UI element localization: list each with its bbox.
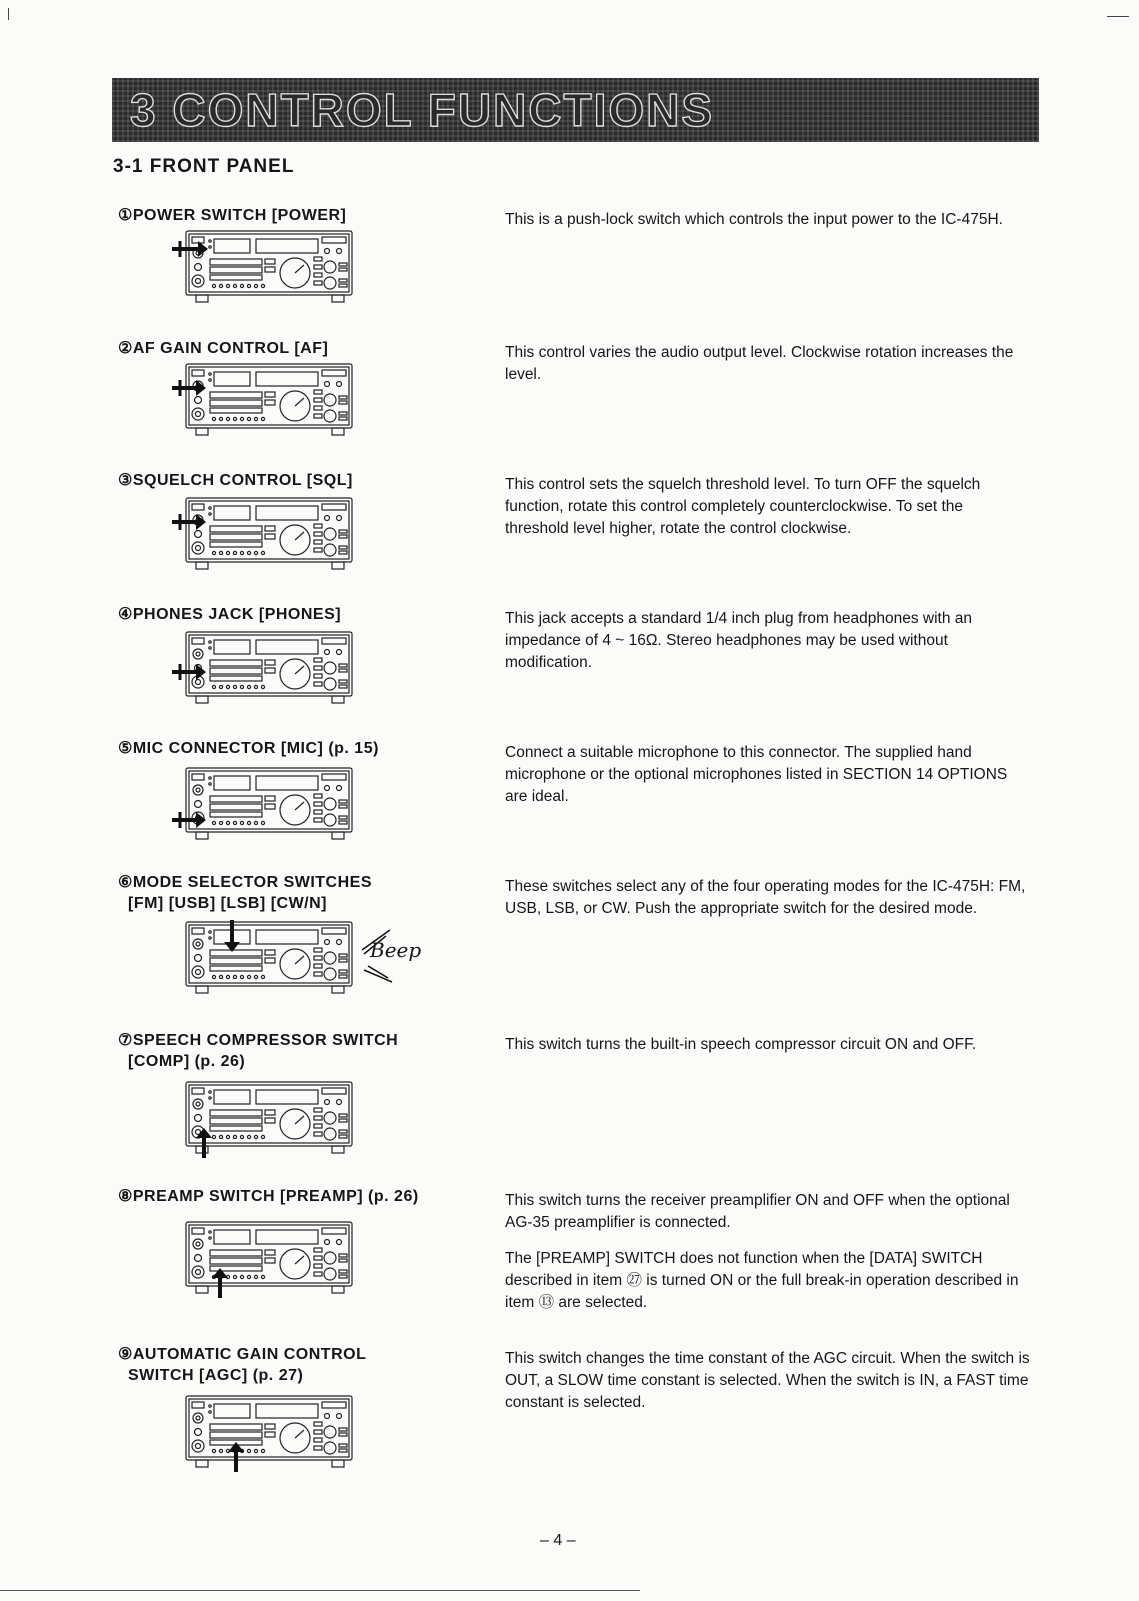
item-label-sub: SWITCH [AGC] (p. 27) — [128, 1367, 304, 1384]
footer-rule — [0, 1590, 640, 1591]
item-label-text: ⑥MODE SELECTOR SWITCHES — [118, 874, 373, 891]
radio-front-panel-icon — [170, 1218, 360, 1300]
item-description — [505, 209, 1030, 245]
page-number: – 4 – — [540, 1532, 576, 1549]
item-label-text: ③SQUELCH CONTROL [SQL] — [118, 472, 353, 489]
item-description — [505, 1190, 1030, 1328]
item-label-text: ②AF GAIN CONTROL [AF] — [118, 340, 329, 357]
item-label — [118, 338, 328, 359]
item-description — [505, 1348, 1030, 1428]
description-paragraph: This switch turns the receiver preamplifier ON and OFF when the optional AG-35 preamplifier is connected. — [505, 1192, 1010, 1231]
radio-illustration — [170, 764, 360, 846]
item-label-text: ④PHONES JACK [PHONES] — [118, 606, 342, 623]
radio-front-panel-icon — [170, 1392, 360, 1474]
item-label — [118, 1030, 398, 1072]
radio-illustration — [170, 227, 360, 309]
item-label-sub: [FM] [USB] [LSB] [CW/N] — [128, 895, 327, 912]
radio-illustration — [170, 1218, 360, 1300]
item-description — [505, 342, 1030, 400]
radio-front-panel-icon — [170, 764, 360, 846]
radio-illustration — [170, 1392, 360, 1474]
item-description — [505, 474, 1030, 554]
item-label-text: ⑤MIC CONNECTOR [MIC] (p. 15) — [118, 740, 379, 757]
description-paragraph: This is a push-lock switch which controls the input power to the IC-475H. — [505, 211, 1003, 228]
item-description — [505, 1034, 1030, 1070]
description-paragraph: This control varies the audio output level. Clockwise rotation increases the level. — [505, 344, 1014, 383]
description-paragraph: This jack accepts a standard 1/4 inch plug from headphones with an impedance of 4 ~ 16Ω. Stereo headphones may be used without modification. — [505, 610, 972, 671]
section-title: 3-1 FRONT PANEL — [113, 156, 295, 177]
item-label — [118, 738, 379, 759]
radio-front-panel-icon — [170, 494, 360, 576]
item-label-text: ⑧PREAMP SWITCH [PREAMP] (p. 26) — [118, 1188, 419, 1205]
description-paragraph: Connect a suitable microphone to this connector. The supplied hand microphone or the optional microphones listed in SECTION 14 OPTIONS are ideal. — [505, 744, 1008, 805]
beep-annotation: Beep — [370, 938, 422, 962]
item-label — [118, 1344, 366, 1386]
description-paragraph: The [PREAMP] SWITCH does not function when the [DATA] SWITCH described in item ㉗ is turned ON or the full break-in operation described in item ⑬ are selected. — [505, 1250, 1019, 1311]
item-label — [118, 470, 353, 491]
item-label — [118, 205, 346, 226]
radio-front-panel-icon — [170, 918, 360, 1000]
radio-illustration — [170, 494, 360, 576]
radio-front-panel-icon — [170, 628, 360, 710]
item-description — [505, 742, 1030, 822]
chapter-title: 3 CONTROL FUNCTIONS — [130, 84, 715, 136]
description-paragraph: This control sets the squelch threshold level. To turn OFF the squelch function, rotate this control completely counterclockwise. To set the threshold level higher, rotate the control clockwise. — [505, 476, 981, 537]
item-label-text: ⑨AUTOMATIC GAIN CONTROL — [118, 1346, 367, 1363]
radio-illustration — [170, 360, 360, 442]
crop-mark — [1107, 16, 1129, 17]
description-paragraph: These switches select any of the four operating modes for the IC-475H: FM, USB, LSB, or CW. Push the appropriate switch for the desired mode. — [505, 878, 1026, 917]
radio-front-panel-icon — [170, 360, 360, 442]
item-label-text: ①POWER SWITCH [POWER] — [118, 207, 347, 224]
description-paragraph: This switch turns the built-in speech compressor circuit ON and OFF. — [505, 1036, 977, 1053]
item-description — [505, 608, 1030, 688]
radio-illustration — [170, 1078, 360, 1160]
description-paragraph: This switch changes the time constant of the AGC circuit. When the switch is OUT, a SLOW time constant is selected. When the switch is IN, a FAST time constant is selected. — [505, 1350, 1030, 1411]
item-label — [118, 872, 372, 914]
item-label — [118, 604, 341, 625]
radio-front-panel-icon — [170, 1078, 360, 1160]
crop-mark — [8, 8, 9, 20]
item-description — [505, 876, 1030, 934]
item-label-text: ⑦SPEECH COMPRESSOR SWITCH — [118, 1032, 399, 1049]
item-label — [118, 1186, 419, 1207]
item-label-sub: [COMP] (p. 26) — [128, 1053, 246, 1070]
radio-front-panel-icon — [170, 227, 360, 309]
radio-illustration — [170, 918, 360, 1000]
chapter-banner — [112, 78, 1039, 142]
radio-illustration — [170, 628, 360, 710]
